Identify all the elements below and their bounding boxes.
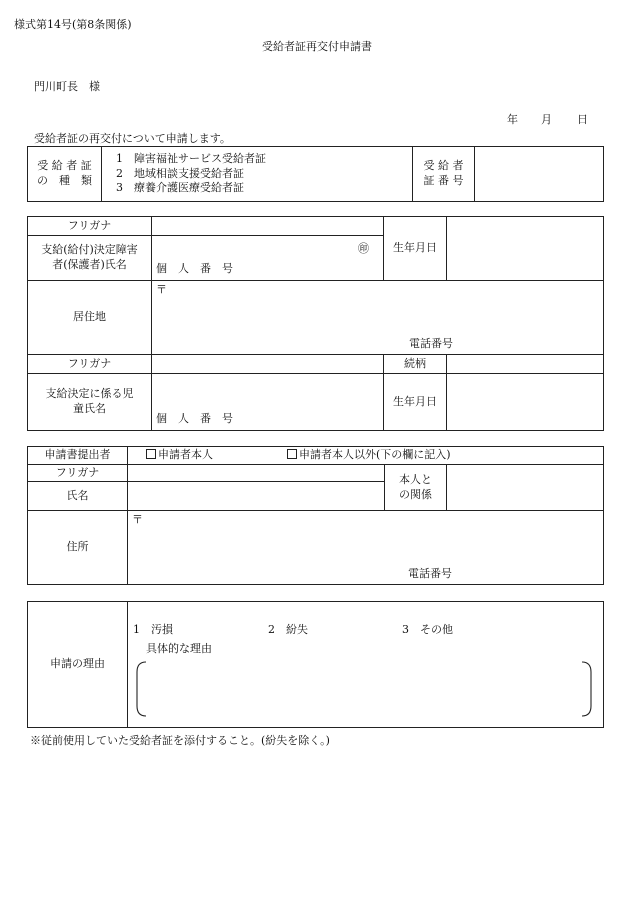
- intro-text: 受給者証の再交付について申請します。: [34, 132, 231, 145]
- certificate-type-table: [27, 146, 604, 202]
- submitter-phone-label: 電話番号: [408, 567, 452, 581]
- child-furigana-label: フリガナ: [28, 355, 152, 374]
- submitter-furigana-field[interactable]: [128, 465, 385, 482]
- child-furigana-field[interactable]: [152, 355, 384, 374]
- reason-option-other[interactable]: 3 その他: [402, 623, 453, 636]
- date-day-label: 日: [577, 113, 588, 126]
- addressee: 門川町長 様: [34, 80, 100, 93]
- reason-option-lost[interactable]: 2 紛失: [268, 623, 308, 636]
- child-name-label: 支給決定に係る児 童氏名: [28, 374, 152, 431]
- reason-field: [128, 602, 604, 728]
- furigana-label: フリガナ: [28, 217, 152, 236]
- date-month-label: 月: [541, 113, 552, 126]
- page-title: 受給者証再交付申請書: [262, 40, 372, 53]
- child-birthdate-label: 生年月日: [384, 374, 447, 431]
- certificate-number-field[interactable]: [475, 147, 604, 202]
- submitter-postal-mark: 〒: [132, 513, 143, 526]
- recipient-name-field[interactable]: [152, 236, 384, 281]
- reason-option-soiled[interactable]: 1 汚損: [133, 623, 173, 636]
- child-personal-number-label: 個 人 番 号: [156, 412, 233, 426]
- relationship-label: 続柄: [384, 355, 447, 374]
- submitter-label: 申請書提出者: [28, 447, 128, 465]
- certificate-type-option-2[interactable]: 2 地域相談支援受給者証: [116, 166, 244, 180]
- relation-field[interactable]: [447, 465, 604, 511]
- submitter-self-option[interactable]: 申請者本人: [146, 448, 213, 463]
- birthdate-label: 生年月日: [384, 217, 447, 281]
- submitter-address-label: 住所: [28, 511, 128, 585]
- checkbox-self[interactable]: [146, 449, 156, 459]
- furigana-field[interactable]: [152, 217, 384, 236]
- phone-label: 電話番号: [409, 337, 453, 351]
- submitter-table: [27, 446, 604, 585]
- personal-number-label: 個 人 番 号: [156, 262, 233, 276]
- submitter-other-option[interactable]: 申請者本人以外(下の欄に記入): [287, 448, 451, 463]
- birthdate-field[interactable]: [447, 217, 604, 281]
- address-label: 居住地: [28, 281, 152, 355]
- child-name-field[interactable]: [152, 374, 384, 431]
- submitter-address-field[interactable]: [128, 511, 604, 585]
- specific-reason-brackets[interactable]: [134, 660, 594, 718]
- date-year-label: 年: [507, 113, 518, 126]
- submitter-options: [128, 447, 604, 465]
- submitter-name-label: 氏名: [28, 482, 128, 511]
- certificate-type-options: [102, 147, 413, 202]
- relation-label: 本人と の関係: [385, 465, 447, 511]
- reason-label: 申請の理由: [28, 602, 128, 728]
- certificate-type-option-1[interactable]: 1 障害福祉サービス受給者証: [116, 151, 266, 165]
- recipient-table: [27, 216, 604, 431]
- specific-reason-label: 具体的な理由: [146, 642, 212, 655]
- certificate-number-label: 受 給 者 証 番 号: [413, 147, 475, 202]
- recipient-name-label: 支給(給付)決定障害 者(保護者)氏名: [28, 236, 152, 281]
- form-number: 様式第14号(第8条関係): [14, 18, 132, 31]
- postal-mark: 〒: [156, 283, 167, 296]
- checkbox-other[interactable]: [287, 449, 297, 459]
- submitter-name-field[interactable]: [128, 482, 385, 511]
- seal-mark: ㊞: [358, 242, 369, 255]
- child-birthdate-field[interactable]: [447, 374, 604, 431]
- certificate-type-option-3[interactable]: 3 療養介護医療受給者証: [116, 181, 244, 195]
- relationship-field[interactable]: [447, 355, 604, 374]
- certificate-type-label: 受 給 者 証 の 種 類: [28, 147, 102, 202]
- address-field[interactable]: [152, 281, 604, 355]
- submitter-furigana-label: フリガナ: [28, 465, 128, 482]
- reason-table: [27, 601, 604, 728]
- footer-note: ※従前使用していた受給者証を添付すること。(紛失を除く。): [30, 734, 330, 747]
